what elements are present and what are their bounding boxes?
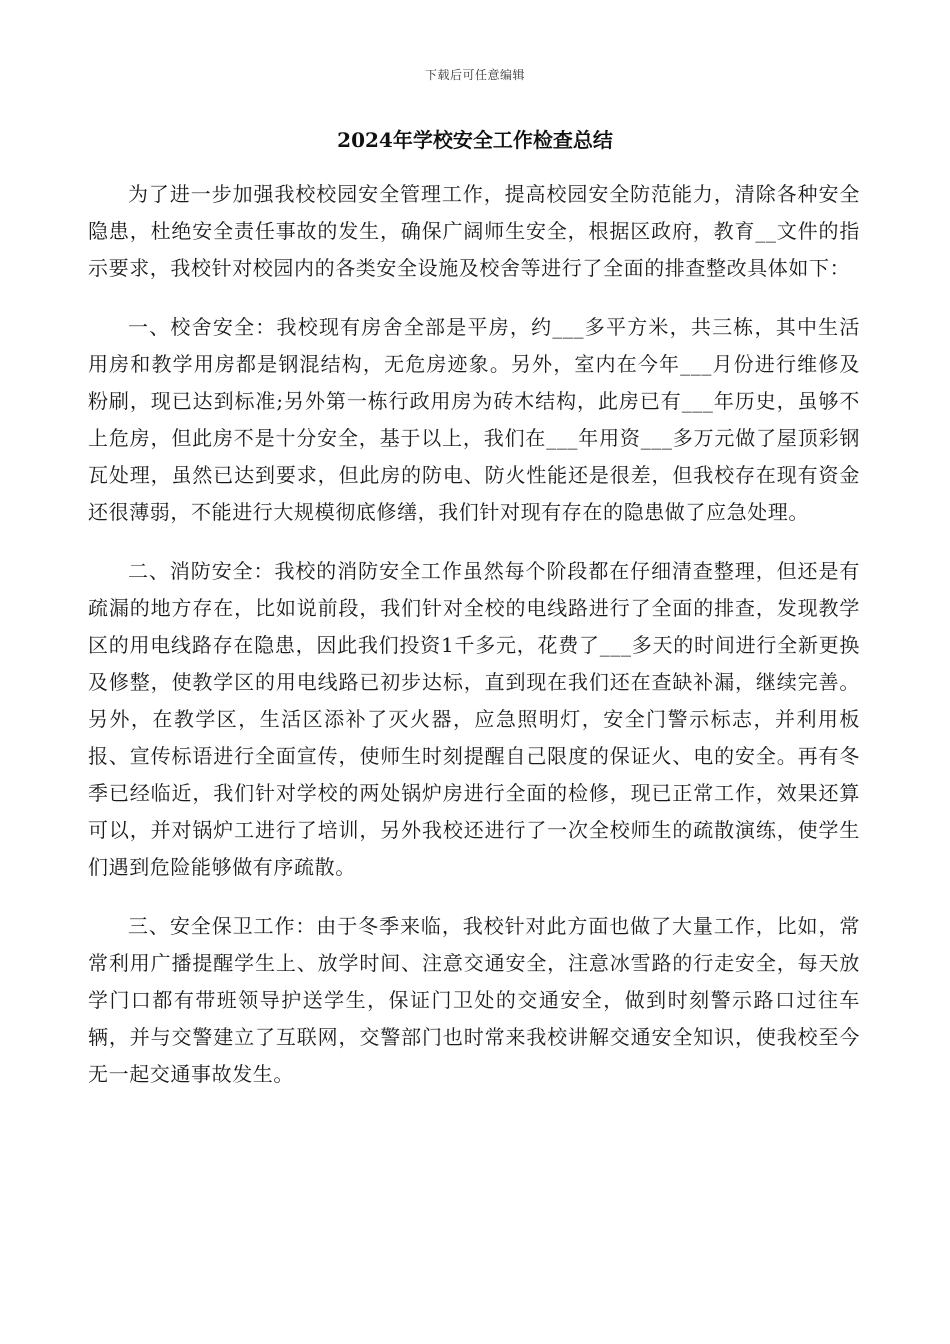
paragraph-intro: 为了进一步加强我校校园安全管理工作，提高校园安全防范能力，清除各种安全隐患，杜绝安全责任事故的发生，确保广阔师生安全，根据区政府，教育__文件的指示要求，我校针对校园内的各类安全设施及校舍等进行了全面的排查整改具体如下： [88, 182, 860, 280]
paragraph-fire-safety: 二、消防安全：我校的消防安全工作虽然每个阶段都在仔细清查整理，但还是有疏漏的地方存在，比如说前段，我们针对全校的电线路进行了全面的排查，发现教学区的用电线路存在隐患，因此我们投资1千多元，花费了___多天的时间进行全新更换及修整，使教学区的用电线路已初步达标，直到现在我们还在查缺补漏，继续完善。另外，在教学区，生活区添补了灭火器，应急照明灯，安全门警示标志，并利用板报、宣传标语进行全面宣传，使师生时刻提醒自己限度的保证火、电的安全。再有冬季已经临近，我们针对学校的两处锅炉房进行全面的检修，现已正常工作，效果还算可以，并对锅炉工进行了培训，另外我校还进行了一次全校师生的疏散演练，使学生们遇到危险能够做有序疏散。 [88, 559, 860, 879]
document-body [88, 176, 860, 1115]
header-note: 下载后可任意编辑 [424, 68, 525, 82]
document-title: 2024年学校安全工作检查总结 [337, 128, 613, 152]
paragraph-security-work: 三、安全保卫工作：由于冬季来临，我校针对此方面也做了大量工作，比如，常常利用广播提醒学生上、放学时间、注意交通安全，注意冰雪路的行走安全，每天放学门口都有带班领导护送学生，保证门卫处的交通安全，做到时刻警示路口过往车辆，并与交警建立了互联网，交警部门也时常来我校讲解交通安全知识，使我校至今无一起交通事故发生。 [88, 914, 860, 1086]
paragraph-building-safety: 一、校舍安全：我校现有房舍全部是平房，约___多平方米，共三栋，其中生活用房和教学用房都是钢混结构，无危房迹象。另外，室内在今年___月份进行维修及粉刷，现已达到标准;另外第一栋行政用房为砖木结构，此房已有___年历史，虽够不上危房，但此房不是十分安全，基于以上，我们在___年用资___多万元做了屋顶彩钢瓦处理，虽然已达到要求，但此房的防电、防火性能还是很差，但我校存在现有资金还很薄弱，不能进行大规模彻底修缮，我们针对现有存在的隐患做了应急处理。 [88, 315, 860, 524]
